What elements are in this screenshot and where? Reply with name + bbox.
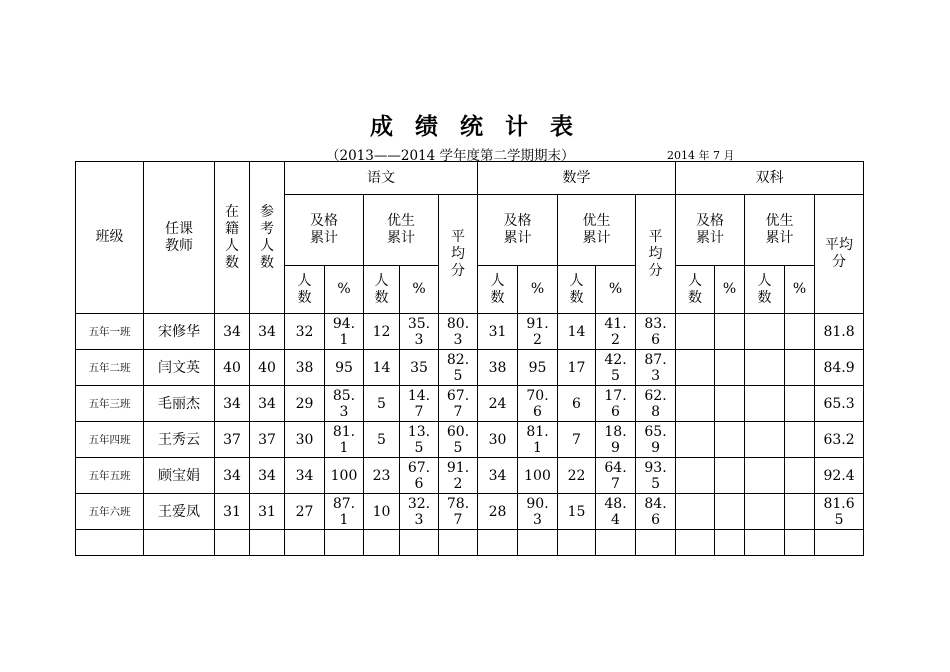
- empty-cell: [715, 530, 745, 556]
- chinese-average-cell: 78.7: [439, 494, 478, 530]
- header-chinese-pass-count: [285, 266, 325, 314]
- header-chinese-average-text: 平均分: [451, 228, 465, 279]
- both-pass-count-cell: [676, 422, 715, 458]
- score-statistics-table: [75, 161, 864, 556]
- math-excellent-percent-cell: 48.4: [596, 494, 636, 530]
- math-excellent-count-cell: 15: [558, 494, 596, 530]
- both-excellent-count-cell: [745, 350, 785, 386]
- empty-cell: [636, 530, 676, 556]
- document-subtitle: （2013——2014 学年度第二学期期末）: [326, 148, 575, 164]
- empty-cell: [325, 530, 364, 556]
- empty-cell: [745, 530, 785, 556]
- both-average-cell: 81.65: [815, 494, 864, 530]
- empty-cell: [518, 530, 558, 556]
- chinese-excellent-count-cell: 14: [364, 350, 400, 386]
- header-both-excellent: [745, 195, 815, 266]
- math-excellent-percent-cell: 17.6: [596, 386, 636, 422]
- math-pass-count-cell: 31: [478, 314, 518, 350]
- chinese-pass-count-cell: 29: [285, 386, 325, 422]
- chinese-pass-count-cell: 34: [285, 458, 325, 494]
- chinese-pass-percent-cell: 95: [325, 350, 364, 386]
- math-excellent-count-cell: 17: [558, 350, 596, 386]
- chinese-pass-count-cell: 27: [285, 494, 325, 530]
- chinese-pass-count-cell: 30: [285, 422, 325, 458]
- empty-cell: [596, 530, 636, 556]
- chinese-pass-percent-cell: 85.3: [325, 386, 364, 422]
- header-both-pass: [676, 195, 745, 266]
- enrolled-cell: 40: [215, 350, 250, 386]
- chinese-excellent-count-cell: 5: [364, 386, 400, 422]
- chinese-excellent-count-cell: 23: [364, 458, 400, 494]
- header-enrolled: [215, 162, 250, 314]
- class-cell: 五年一班: [76, 314, 144, 350]
- empty-cell: [285, 530, 325, 556]
- chinese-pass-percent-cell: 87.1: [325, 494, 364, 530]
- header-math-average: [636, 195, 676, 314]
- both-pass-percent-cell: [715, 314, 745, 350]
- math-pass-percent-cell: 70.6: [518, 386, 558, 422]
- both-excellent-count-cell: [745, 386, 785, 422]
- both-average-cell: 65.3: [815, 386, 864, 422]
- empty-cell: [785, 530, 815, 556]
- header-count-text: 人数: [490, 272, 505, 306]
- header-math-pass-count: [478, 266, 518, 314]
- math-average-cell: 65.9: [636, 422, 676, 458]
- header-math: 数学: [478, 162, 676, 195]
- header-examinees-text: 参考人数: [260, 203, 274, 271]
- header-both-excellent-text: 优生累计: [765, 213, 794, 246]
- class-cell: 五年六班: [76, 494, 144, 530]
- examinees-cell: 34: [250, 314, 285, 350]
- enrolled-cell: 34: [215, 386, 250, 422]
- header-both-pass-text: 及格累计: [696, 213, 725, 246]
- teacher-cell: 顾宝娟: [144, 458, 215, 494]
- teacher-cell: 闫文英: [144, 350, 215, 386]
- math-average-cell: 93.5: [636, 458, 676, 494]
- header-chinese-excellent: [364, 195, 439, 266]
- header-enrolled-text: 在籍人数: [225, 203, 239, 271]
- empty-cell: [676, 530, 715, 556]
- document-title: 成 绩 统 计 表: [369, 114, 581, 140]
- math-pass-count-cell: 30: [478, 422, 518, 458]
- table-row: [76, 494, 864, 530]
- chinese-average-cell: 80.3: [439, 314, 478, 350]
- teacher-cell: 毛丽杰: [144, 386, 215, 422]
- chinese-excellent-percent-cell: 14.7: [400, 386, 439, 422]
- empty-cell: [439, 530, 478, 556]
- math-average-cell: 83.6: [636, 314, 676, 350]
- chinese-average-cell: 91.2: [439, 458, 478, 494]
- chinese-pass-percent-cell: 81.1: [325, 422, 364, 458]
- both-pass-percent-cell: [715, 350, 745, 386]
- header-chinese-excellent-percent: %: [400, 266, 439, 314]
- chinese-excellent-percent-cell: 35.3: [400, 314, 439, 350]
- both-excellent-count-cell: [745, 458, 785, 494]
- class-cell: 五年二班: [76, 350, 144, 386]
- both-excellent-count-cell: [745, 494, 785, 530]
- empty-cell: [558, 530, 596, 556]
- empty-cell: [478, 530, 518, 556]
- header-math-average-text: 平均分: [648, 228, 663, 279]
- header-count-text: 人数: [297, 272, 312, 306]
- both-excellent-count-cell: [745, 422, 785, 458]
- both-pass-count-cell: [676, 350, 715, 386]
- header-both-excellent-percent: %: [785, 266, 815, 314]
- empty-cell: [144, 530, 215, 556]
- math-excellent-percent-cell: 42.5: [596, 350, 636, 386]
- enrolled-cell: 34: [215, 458, 250, 494]
- empty-cell: [76, 530, 144, 556]
- math-excellent-count-cell: 14: [558, 314, 596, 350]
- math-pass-percent-cell: 91.2: [518, 314, 558, 350]
- empty-cell: [815, 530, 864, 556]
- teacher-cell: 王爱凤: [144, 494, 215, 530]
- math-pass-count-cell: 38: [478, 350, 518, 386]
- both-pass-count-cell: [676, 386, 715, 422]
- chinese-excellent-count-cell: 5: [364, 422, 400, 458]
- header-math-pass-text: 及格累计: [503, 213, 532, 246]
- table-row: [76, 350, 864, 386]
- math-pass-count-cell: 34: [478, 458, 518, 494]
- chinese-pass-count-cell: 38: [285, 350, 325, 386]
- math-pass-percent-cell: 95: [518, 350, 558, 386]
- header-math-pass: [478, 195, 558, 266]
- math-pass-percent-cell: 81.1: [518, 422, 558, 458]
- chinese-excellent-percent-cell: 67.6: [400, 458, 439, 494]
- chinese-average-cell: 60.5: [439, 422, 478, 458]
- both-pass-count-cell: [676, 314, 715, 350]
- math-excellent-count-cell: 6: [558, 386, 596, 422]
- both-pass-percent-cell: [715, 422, 745, 458]
- enrolled-cell: 31: [215, 494, 250, 530]
- examinees-cell: 37: [250, 422, 285, 458]
- chinese-excellent-percent-cell: 32.3: [400, 494, 439, 530]
- header-math-excellent: [558, 195, 636, 266]
- both-excellent-percent-cell: [785, 494, 815, 530]
- math-excellent-count-cell: 22: [558, 458, 596, 494]
- header-math-excellent-text: 优生累计: [582, 213, 611, 246]
- math-excellent-percent-cell: 64.7: [596, 458, 636, 494]
- chinese-excellent-percent-cell: 13.5: [400, 422, 439, 458]
- header-chinese-excellent-text: 优生累计: [387, 213, 415, 246]
- empty-cell: [215, 530, 250, 556]
- math-excellent-count-cell: 7: [558, 422, 596, 458]
- header-chinese: 语文: [285, 162, 478, 195]
- header-count-text: 人数: [569, 272, 584, 306]
- both-average-cell: 84.9: [815, 350, 864, 386]
- header-count-text: 人数: [374, 272, 389, 306]
- both-pass-percent-cell: [715, 458, 745, 494]
- chinese-pass-percent-cell: 100: [325, 458, 364, 494]
- examinees-cell: 34: [250, 458, 285, 494]
- header-chinese-pass-percent: %: [325, 266, 364, 314]
- both-excellent-percent-cell: [785, 386, 815, 422]
- class-cell: 五年三班: [76, 386, 144, 422]
- empty-row: [76, 530, 864, 556]
- header-chinese-pass-text: 及格累计: [310, 213, 338, 246]
- both-excellent-percent-cell: [785, 422, 815, 458]
- math-average-cell: 62.8: [636, 386, 676, 422]
- math-pass-count-cell: 24: [478, 386, 518, 422]
- both-pass-percent-cell: [715, 386, 745, 422]
- header-both-excellent-count: [745, 266, 785, 314]
- table-row: [76, 422, 864, 458]
- both-excellent-percent-cell: [785, 458, 815, 494]
- header-both-average: [815, 195, 864, 314]
- document-date: 2014 年 7 月: [667, 149, 735, 162]
- both-average-cell: 63.2: [815, 422, 864, 458]
- header-count-text: 人数: [688, 272, 703, 306]
- math-average-cell: 87.3: [636, 350, 676, 386]
- header-class: 班级: [76, 162, 144, 314]
- examinees-cell: 34: [250, 386, 285, 422]
- header-teacher: [144, 162, 215, 314]
- both-excellent-percent-cell: [785, 350, 815, 386]
- enrolled-cell: 34: [215, 314, 250, 350]
- both-pass-count-cell: [676, 458, 715, 494]
- both-average-cell: 92.4: [815, 458, 864, 494]
- examinees-cell: 31: [250, 494, 285, 530]
- header-chinese-excellent-count: [364, 266, 400, 314]
- both-excellent-count-cell: [745, 314, 785, 350]
- chinese-excellent-count-cell: 10: [364, 494, 400, 530]
- teacher-cell: 宋修华: [144, 314, 215, 350]
- examinees-cell: 40: [250, 350, 285, 386]
- chinese-average-cell: 67.7: [439, 386, 478, 422]
- chinese-pass-count-cell: 32: [285, 314, 325, 350]
- math-pass-count-cell: 28: [478, 494, 518, 530]
- chinese-excellent-count-cell: 12: [364, 314, 400, 350]
- header-math-excellent-percent: %: [596, 266, 636, 314]
- math-pass-percent-cell: 100: [518, 458, 558, 494]
- header-count-text: 人数: [757, 272, 772, 306]
- math-excellent-percent-cell: 18.9: [596, 422, 636, 458]
- teacher-cell: 王秀云: [144, 422, 215, 458]
- empty-cell: [400, 530, 439, 556]
- chinese-excellent-percent-cell: 35: [400, 350, 439, 386]
- both-average-cell: 81.8: [815, 314, 864, 350]
- header-examinees: [250, 162, 285, 314]
- enrolled-cell: 37: [215, 422, 250, 458]
- header-chinese-pass: [285, 195, 364, 266]
- both-pass-percent-cell: [715, 494, 745, 530]
- header-both-average-text: 平均分: [825, 237, 854, 270]
- table-row: [76, 386, 864, 422]
- header-math-excellent-count: [558, 266, 596, 314]
- header-both-pass-count: [676, 266, 715, 314]
- class-cell: 五年四班: [76, 422, 144, 458]
- header-teacher-text: 任课教师: [165, 220, 193, 254]
- math-excellent-percent-cell: 41.2: [596, 314, 636, 350]
- empty-cell: [364, 530, 400, 556]
- class-cell: 五年五班: [76, 458, 144, 494]
- chinese-average-cell: 82.5: [439, 350, 478, 386]
- header-chinese-average: [439, 195, 478, 314]
- table-row: [76, 314, 864, 350]
- table-row: [76, 458, 864, 494]
- both-pass-count-cell: [676, 494, 715, 530]
- both-excellent-percent-cell: [785, 314, 815, 350]
- header-math-pass-percent: %: [518, 266, 558, 314]
- chinese-pass-percent-cell: 94.1: [325, 314, 364, 350]
- empty-cell: [250, 530, 285, 556]
- header-both-pass-percent: %: [715, 266, 745, 314]
- header-both: 双科: [676, 162, 864, 195]
- math-pass-percent-cell: 90.3: [518, 494, 558, 530]
- math-average-cell: 84.6: [636, 494, 676, 530]
